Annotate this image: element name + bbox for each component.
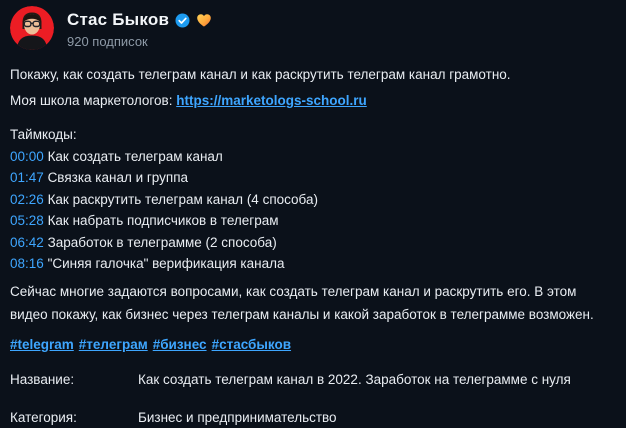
timecode-link[interactable]: 01:47 [10,170,44,185]
timecode-label: Заработок в телеграмме (2 способа) [47,234,277,250]
timecode-link[interactable]: 06:42 [10,234,44,250]
timecode-row [10,253,616,275]
timecode-label: Как создать телеграм канал [47,148,223,164]
verified-badge-icon [175,13,190,28]
channel-name[interactable]: Стас Быков [67,10,170,29]
meta-label: Название: [10,371,75,387]
channel-meta [67,6,212,49]
timecodes-heading: Таймкоды: [10,127,77,142]
timecode-row [10,146,616,168]
school-line [10,88,616,114]
video-category: Бизнес и предпринимательство [138,409,337,425]
timecode-label: Как раскрутить телеграм канал (4 способа) [47,191,318,207]
meta-row-category [10,407,616,428]
school-line-prefix: Моя школа маркетологов: [10,93,177,108]
timecode-label: Как набрать подписчиков в телеграм [47,213,279,228]
video-meta-section [10,369,616,428]
channel-header [10,6,616,50]
school-link[interactable]: https://marketologs-school.ru [176,93,367,108]
timecode-link[interactable]: 05:28 [10,213,44,228]
channel-avatar[interactable] [10,6,54,50]
timecode-link[interactable]: 02:26 [10,191,44,207]
hashtag-link[interactable]: #telegram [10,336,74,352]
timecode-label: "Синяя галочка" верификация канала [47,256,285,271]
description-intro [10,62,616,114]
meta-row-title [10,369,616,390]
timecode-row [10,210,616,232]
hashtag-link[interactable]: #телеграм [78,336,148,352]
avatar-image [10,6,54,50]
video-title: Как создать телеграм канал в 2022. Заработок на телеграмме с нуля [138,371,571,387]
hashtag-link[interactable]: #бизнес [152,336,207,352]
timecode-link[interactable]: 00:00 [10,148,44,164]
timecode-row [10,232,616,254]
timecode-link[interactable]: 08:16 [10,256,44,271]
heart-emoji-icon [196,13,212,28]
timecode-row [10,167,616,189]
timecodes-section [10,124,616,275]
hashtags-row [10,334,616,355]
description-paragraph: Сейчас многие задаются вопросами, как создать телеграм канал и раскрутить его. В этом видео покажу, как бизнес через телеграм каналы и какой заработок в телеграмме возможен. [10,283,594,322]
subscriber-count: 920 подписок [67,34,148,49]
intro-line: Покажу, как создать телеграм канал и как раскрутить телеграм канал грамотно. [10,67,511,82]
timecode-label: Связка канал и группа [47,170,189,185]
timecode-row [10,189,616,211]
meta-label: Категория: [10,409,77,425]
hashtag-link[interactable]: #стасбыков [211,336,292,352]
